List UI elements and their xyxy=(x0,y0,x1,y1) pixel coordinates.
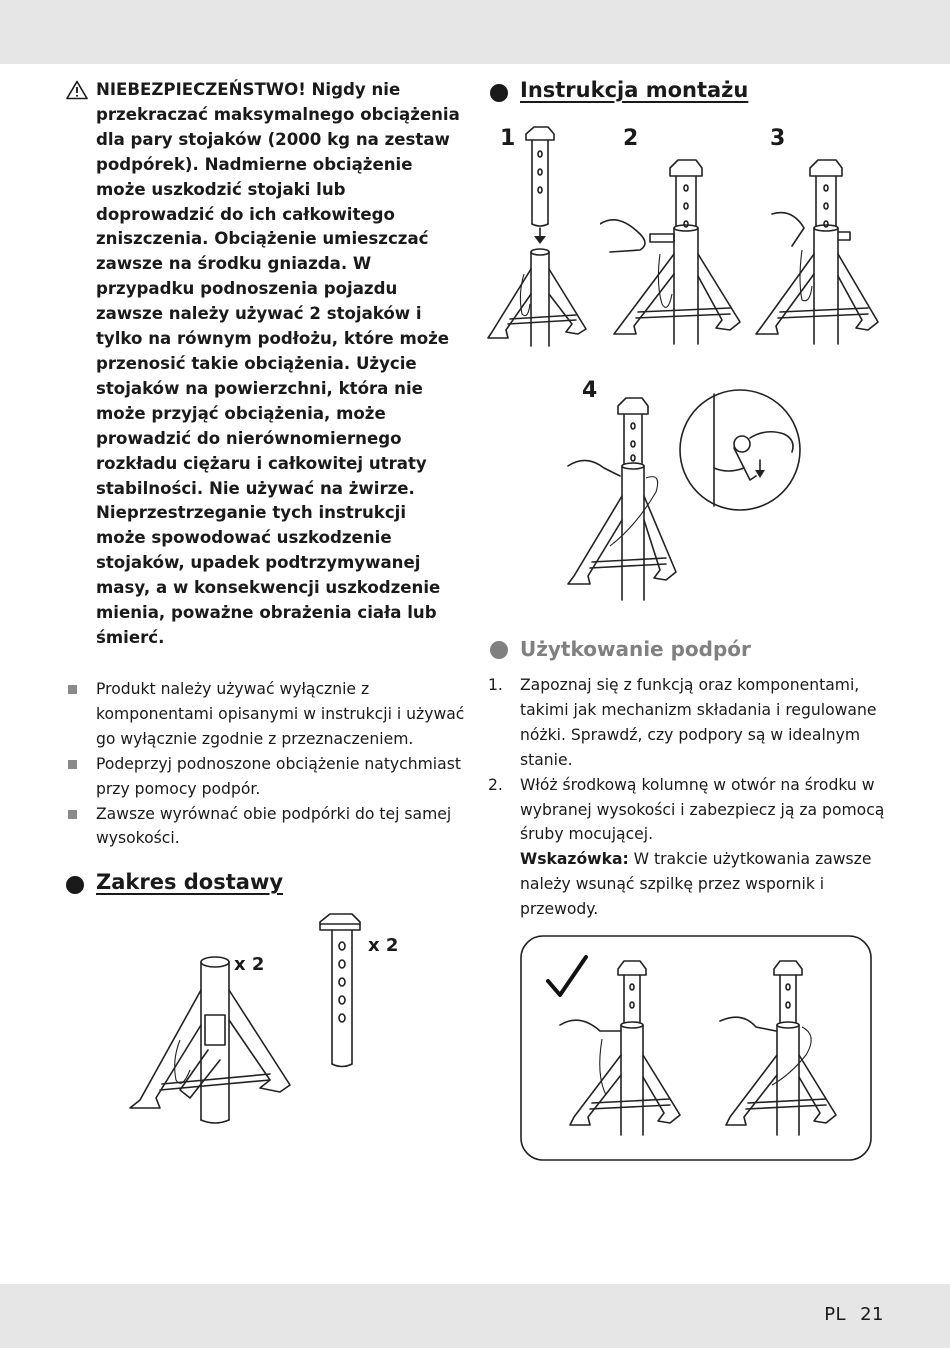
footer-band xyxy=(0,1284,950,1348)
header-band xyxy=(0,0,950,64)
page-number xyxy=(824,1304,884,1325)
section-bullet-icon xyxy=(490,641,508,659)
hint-label: Wskazówka: xyxy=(520,850,629,869)
column-quantity: x 2 xyxy=(368,935,399,956)
warning-block xyxy=(66,78,461,651)
list-item: Podeprzyj podnoszone obciążenie natychmiast przy pomocy podpór. xyxy=(66,752,466,802)
bullet-square-icon xyxy=(68,760,77,769)
warning-text: NIEBEZPIECZEŃSTWO! Nigdy nie przekraczać maksymalnego obciążenia dla pary stojaków (2000 kg na zestaw podpórek). Nadmierne obciążenie może uszkodzić stojaki lub doprowadzić do ich całkowitego zniszczenia. Obciążenie umieszczać zawsze na środku gniazda. W przypadku podnoszenia pojazdu zawsze należy używać 2 stojaków i tylko na równym podłożu, które może przenosić takie obciążenia. Użycie stojaków na powierzchni, która nie może przyjąć obciążenia, może prowadzić do nierównomiernego rozkładu ciężaru i całkowitej utraty stabilności. Nie używać na żwirze. Nieprzestrzeganie tych instrukcji może spowodować uszkodzenie stojaków, upadek podtrzymywanej masy, a w konsekwencji uszkodzenie mienia, poważne obrażenia ciała lub śmierć. xyxy=(96,80,460,647)
bullet-square-icon xyxy=(68,685,77,694)
step-label: 4 xyxy=(582,378,598,403)
assembly-step-1-illustration xyxy=(486,124,606,354)
assembly-title: Instrukcja montażu xyxy=(520,78,749,102)
usage-title: Użytkowanie podpór xyxy=(520,637,751,661)
usage-steps-list xyxy=(486,673,886,922)
step-label: 3 xyxy=(770,126,786,151)
language-code: PL xyxy=(824,1304,847,1325)
checkmark-icon xyxy=(548,957,586,995)
jack-stand-base-illustration xyxy=(120,940,320,1140)
page-number-value: 21 xyxy=(860,1304,884,1325)
assembly-step-4-illustration xyxy=(566,396,686,606)
safety-bullet-list xyxy=(66,677,466,851)
assembly-step-3-illustration xyxy=(752,154,892,354)
hint-text: W trakcie użytkowania zawsze należy wsunąć szpilkę przez wspornik i przewody. xyxy=(520,850,872,919)
base-quantity: x 2 xyxy=(234,954,265,975)
section-bullet-icon xyxy=(66,876,84,894)
list-item: 2. Włóż środkową kolumnę w otwór na środku w wybranej wysokości i zabezpiecz ją za pomocą śruby mocującej. Wskazówka: W trakcie użytkowania zawsze należy wsunąć szpilkę przez wspornik i przewody. xyxy=(488,775,885,919)
delivery-title: Zakres dostawy xyxy=(96,870,284,894)
pin-detail-magnifier-illustration xyxy=(674,388,806,512)
step-label: 2 xyxy=(623,126,639,151)
bullet-square-icon xyxy=(68,810,77,819)
jack-stand-column-illustration xyxy=(316,912,366,1072)
assembly-step-2-illustration xyxy=(600,154,750,354)
list-item: Zawsze wyrównać obie podpórki do tej samej wysokości. xyxy=(66,802,466,852)
list-item: Produkt należy używać wyłącznie z komponentami opisanymi w instrukcji i używać go wyłącznie zgodnie z przeznaczeniem. xyxy=(66,677,466,752)
step-label: 1 xyxy=(500,126,516,151)
correct-usage-illustration xyxy=(520,935,872,1161)
warning-triangle-icon xyxy=(66,80,88,100)
section-bullet-icon xyxy=(490,84,508,102)
list-item: 1. Zapoznaj się z funkcją oraz komponentami, takimi jak mechanizm składania i regulowane nóżki. Sprawdź, czy podpory są w idealnym stanie. xyxy=(488,676,877,769)
